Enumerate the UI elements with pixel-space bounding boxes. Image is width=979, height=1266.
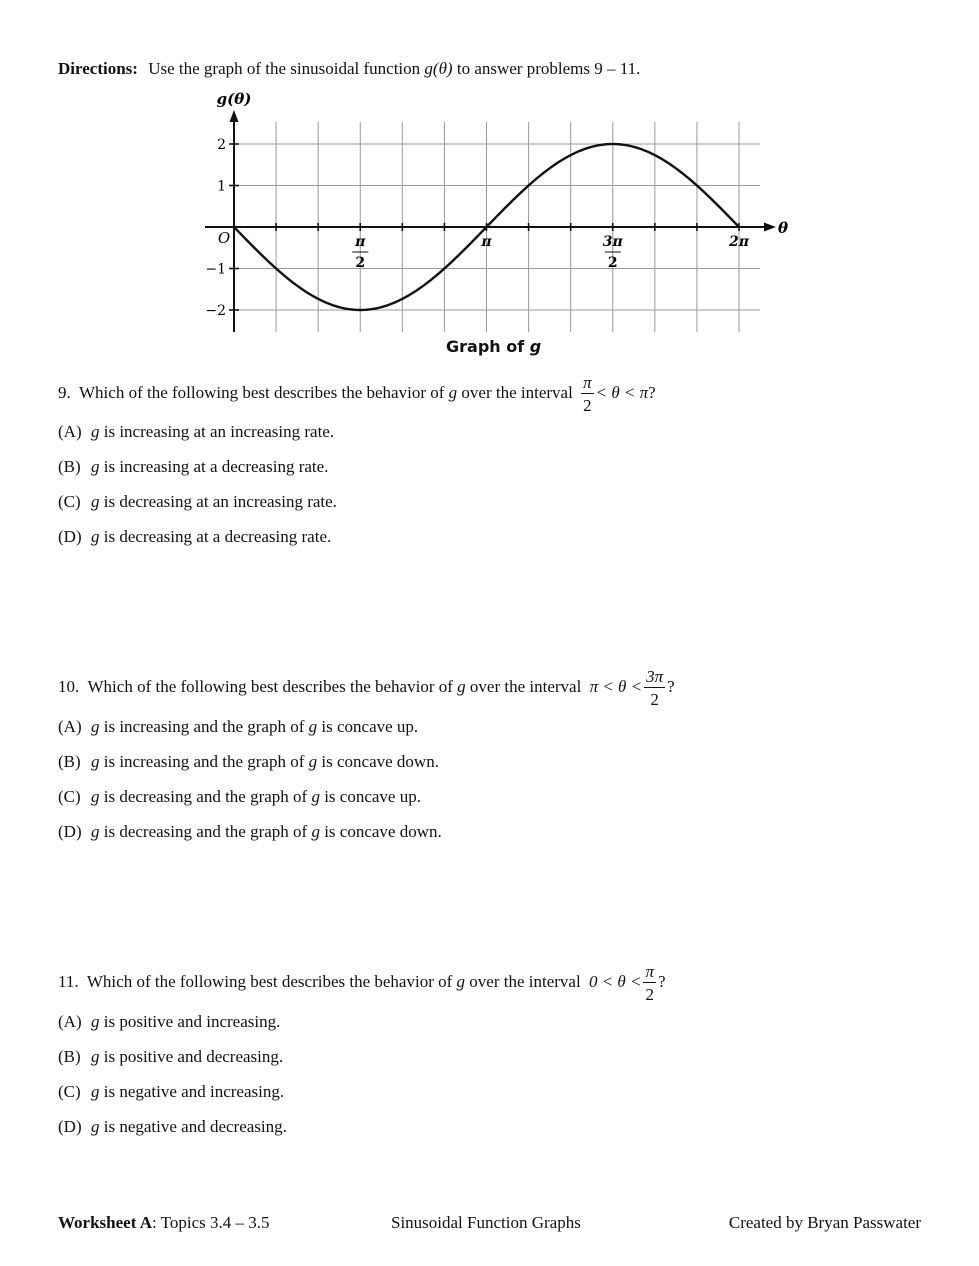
directions-text: Use the graph of the sinusoidal function (148, 59, 421, 78)
fraction-denominator: 2 (583, 396, 592, 415)
q10-option-d[interactable] (58, 822, 442, 842)
question-var: g (448, 382, 458, 402)
option-label: (C) (58, 1082, 81, 1101)
option-var: g (91, 1012, 100, 1031)
worksheet-topics: : Topics 3.4 – 3.5 (151, 1213, 270, 1232)
x-tick-label-numerator: π (355, 234, 366, 250)
question-stem-after: over the interval (469, 971, 581, 991)
interval-fraction (581, 374, 594, 414)
fraction-denominator: 2 (645, 985, 654, 1004)
option-label: (B) (58, 752, 81, 771)
option-label: (D) (58, 527, 82, 546)
question-number: 10. (58, 676, 80, 696)
option-var: g (91, 1082, 100, 1101)
option-text-post: is concave up. (321, 717, 419, 736)
interval-lead: 0 < θ < (588, 971, 642, 991)
interval-fraction (644, 668, 665, 708)
q11-option-b[interactable] (58, 1047, 283, 1067)
option-var-2: g (311, 822, 320, 841)
option-text: is increasing at an increasing rate. (103, 422, 335, 441)
question-number: 9. (58, 382, 71, 402)
fraction-numerator: 3π (646, 667, 664, 686)
q9-option-b[interactable] (58, 457, 328, 477)
y-tick-label: −2 (205, 303, 226, 319)
y-axis-arrow (230, 110, 239, 122)
option-var: g (91, 752, 100, 771)
graph-caption (446, 337, 541, 356)
interval-qmark: ? (667, 676, 675, 696)
directions-text-after: to answer problems 9 – 11. (456, 59, 641, 78)
option-label: (D) (58, 822, 82, 841)
option-var: g (91, 457, 100, 476)
option-label: (C) (58, 787, 81, 806)
x-tick-label-numerator: 3π (602, 234, 623, 250)
interval-qmark: ? (648, 382, 656, 402)
option-var: g (91, 787, 100, 806)
question-var: g (457, 676, 466, 696)
option-text: is negative and decreasing. (103, 1117, 287, 1136)
q11-option-a[interactable] (58, 1012, 280, 1032)
option-var-2: g (308, 752, 318, 771)
option-var: g (91, 492, 100, 511)
question-number: 11. (58, 971, 79, 991)
option-var: g (91, 1117, 100, 1136)
interval-rest: < θ < π (595, 382, 649, 402)
option-var: g (91, 527, 100, 546)
option-text: is decreasing and the graph of (103, 822, 308, 841)
x-axis-arrow (764, 223, 776, 232)
option-label: (D) (58, 1117, 82, 1136)
graph-caption-var: g (529, 337, 542, 356)
question-var: g (456, 971, 466, 991)
graph-caption-prefix: Graph of (446, 337, 525, 356)
fraction-numerator: π (583, 373, 592, 392)
q10-option-b[interactable] (58, 752, 439, 772)
x-tick-labels (352, 234, 749, 271)
directions-label: Directions: (58, 59, 138, 78)
interval-qmark: ? (658, 971, 666, 991)
y-tick-label: 1 (217, 178, 226, 195)
q10-option-a[interactable] (58, 717, 418, 737)
q11-option-c[interactable] (58, 1082, 284, 1102)
question-11-stem (58, 963, 666, 1003)
option-label: (A) (58, 422, 82, 441)
x-tick-label-denominator: 2 (607, 255, 618, 271)
worksheet-label: Worksheet A (58, 1213, 152, 1232)
option-text: is decreasing and the graph of (103, 787, 308, 806)
footer-left (58, 1213, 269, 1233)
interval-lead: π < θ < (589, 676, 643, 696)
option-text-post: is concave down. (324, 822, 442, 841)
option-var: g (91, 717, 100, 736)
option-var: g (91, 822, 100, 841)
q9-option-d[interactable] (58, 527, 331, 547)
question-stem: Which of the following best describes the behavior of (79, 382, 445, 402)
q11-option-d[interactable] (58, 1117, 287, 1137)
option-var-2: g (308, 717, 318, 736)
question-stem-after: over the interval (461, 382, 573, 402)
option-text: is positive and decreasing. (103, 1047, 284, 1066)
option-text: is decreasing at a decreasing rate. (103, 527, 332, 546)
interval-fraction (643, 963, 656, 1003)
question-10-stem (58, 668, 675, 708)
footer-center: Sinusoidal Function Graphs (391, 1213, 581, 1232)
option-var-2: g (311, 787, 320, 806)
option-label: (B) (58, 1047, 81, 1066)
fraction-numerator: π (645, 962, 655, 981)
q9-option-a[interactable] (58, 422, 334, 442)
option-text: is increasing and the graph of (103, 717, 305, 736)
axis-labels (217, 90, 788, 247)
y-tick-label: 2 (217, 137, 226, 153)
question-9-stem (58, 374, 656, 414)
option-text-post: is concave down. (321, 752, 439, 771)
x-tick-label-numerator: 2π (729, 234, 749, 250)
question-stem: Which of the following best describes the behavior of (87, 676, 453, 696)
q10-option-c[interactable] (58, 787, 421, 807)
question-stem-after: over the interval (469, 676, 582, 696)
option-var: g (91, 1047, 100, 1066)
option-text: is increasing and the graph of (103, 752, 305, 771)
option-label: (A) (58, 1012, 82, 1031)
option-text: is increasing at a decreasing rate. (103, 457, 329, 476)
x-axis-label: θ (777, 219, 789, 237)
q9-option-c[interactable] (58, 492, 337, 512)
footer-right: Created by Bryan Passwater (728, 1213, 921, 1232)
directions-func: g(θ) (424, 59, 453, 78)
fraction-denominator: 2 (650, 690, 659, 709)
axes (205, 110, 776, 332)
option-label: (A) (58, 717, 82, 736)
origin-label: O (217, 229, 231, 247)
option-text: is negative and increasing. (103, 1082, 285, 1101)
y-tick-label: −1 (205, 261, 226, 278)
x-tick-label-numerator: π (481, 234, 492, 250)
y-axis-label: g(θ) (216, 90, 252, 108)
option-label: (B) (58, 457, 81, 476)
option-text-post: is concave up. (324, 787, 421, 806)
option-var: g (91, 422, 100, 441)
question-stem: Which of the following best describes the behavior of (86, 971, 453, 991)
directions (58, 59, 640, 79)
option-text: is decreasing at an increasing rate. (103, 492, 337, 511)
option-text: is positive and increasing. (103, 1012, 281, 1031)
option-label: (C) (58, 492, 81, 511)
x-tick-label-denominator: 2 (355, 255, 366, 271)
